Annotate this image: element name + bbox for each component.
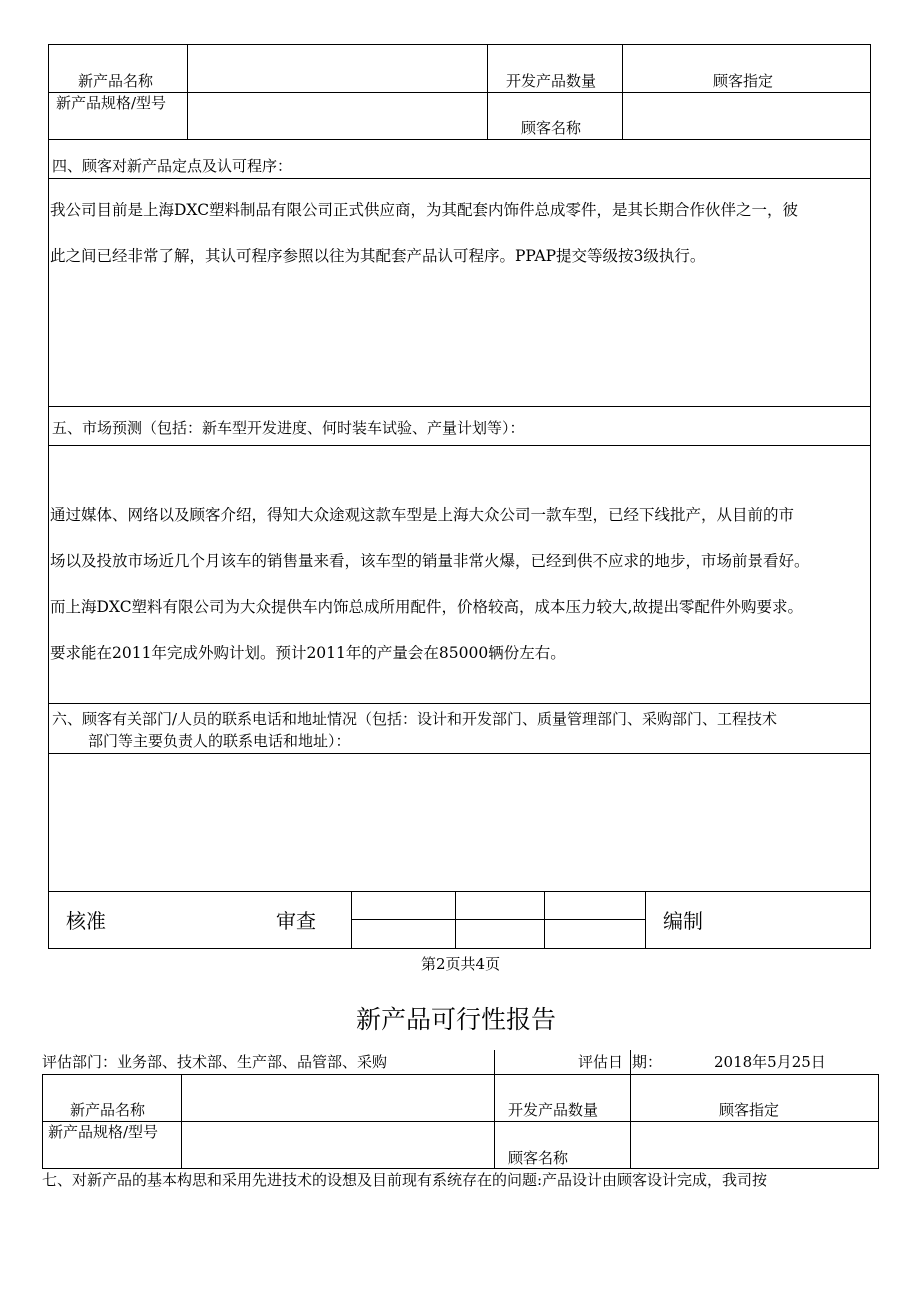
contact-info-area[interactable] [50, 756, 869, 888]
section7-text: 七、对新产品的基本构思和采用先进技术的设想及目前现有系统存在的问题:产品设计由顾客设计完成，我司按 [42, 1171, 768, 1189]
product-name-field[interactable] [190, 46, 485, 90]
signature-cell[interactable] [354, 922, 453, 947]
section5-text-line2: 场以及投放市场近几个月该车的销售量来看，该车型的销量非常火爆，已经到供不应求的地步，市场前景看好。 [50, 552, 810, 570]
section6-title-line2: 部门等主要负责人的联系电话和地址）： [88, 732, 351, 750]
product-spec-field[interactable] [184, 1123, 492, 1167]
signature-cell[interactable] [547, 893, 643, 917]
customer-designated-label: 顾客指定 [719, 1101, 780, 1119]
dev-quantity-label: 开发产品数量 [506, 72, 597, 90]
customer-name-label: 顾客名称 [521, 119, 582, 137]
product-name-label: 新产品名称 [70, 1101, 146, 1119]
section5-text-line4: 要求能在2011年完成外购计划。预计2011年的产量会在85000辆份左右。 [50, 644, 566, 662]
section5-title: 五、市场预测（包括：新车型开发进度、何时装车试验、产量计划等）： [52, 419, 525, 437]
section4-text-line2: 此之间已经非常了解，其认可程序参照以往为其配套产品认可程序。PPAP提交等级按3级执行。 [50, 247, 706, 265]
assessment-date-label: 评估日 [578, 1053, 624, 1071]
signature-cell[interactable] [547, 922, 643, 947]
page-number: 第2页共4页 [421, 955, 501, 973]
section4-title: 四、顾客对新产品定点及认可程序： [52, 157, 293, 175]
section5-text-line3: 而上海DXC塑料有限公司为大众提供车内饰总成所用配件，价格较高，成本压力较大,故提出零配件外购要求。 [50, 598, 803, 616]
assessment-date-label-suffix: 期： [632, 1053, 663, 1071]
customer-name-field[interactable] [633, 1123, 877, 1167]
dev-quantity-label: 开发产品数量 [508, 1101, 599, 1119]
assessment-dept-label: 评估部门：业务部、技术部、生产部、品管部、采购 [42, 1053, 388, 1071]
section5-text-line1: 通过媒体、网络以及顾客介绍，得知大众途观这款车型是上海大众公司一款车型，已经下线批产，从目前的市 [50, 506, 795, 524]
section6-title-line1: 六、顾客有关部门/人员的联系电话和地址情况（包括：设计和开发部门、质量管理部门、采购部门、工程技术 [52, 710, 778, 728]
product-spec-label: 新产品规格/型号 [48, 1123, 159, 1141]
signature-cell[interactable] [354, 893, 453, 917]
customer-name-label: 顾客名称 [508, 1149, 569, 1167]
assessment-date-value: 2018年5月25日 [714, 1053, 826, 1071]
customer-name-field[interactable] [625, 94, 869, 137]
signature-cell[interactable] [458, 893, 542, 917]
product-spec-label: 新产品规格/型号 [56, 94, 167, 112]
product-spec-field[interactable] [190, 94, 485, 137]
report-title: 新产品可行性报告 [356, 1005, 557, 1034]
section4-text-line1: 我公司目前是上海DXC塑料制品有限公司正式供应商，为其配套内饰件总成零件，是其长期合作伙伴之一，彼 [50, 201, 799, 219]
signature-cell[interactable] [458, 922, 542, 947]
product-name-label: 新产品名称 [78, 72, 154, 90]
review-label: 审查 [276, 909, 316, 933]
compile-label: 编制 [663, 909, 703, 933]
product-name-field[interactable] [184, 1076, 492, 1119]
approve-label: 核准 [66, 909, 106, 933]
customer-designated-label: 顾客指定 [713, 72, 774, 90]
